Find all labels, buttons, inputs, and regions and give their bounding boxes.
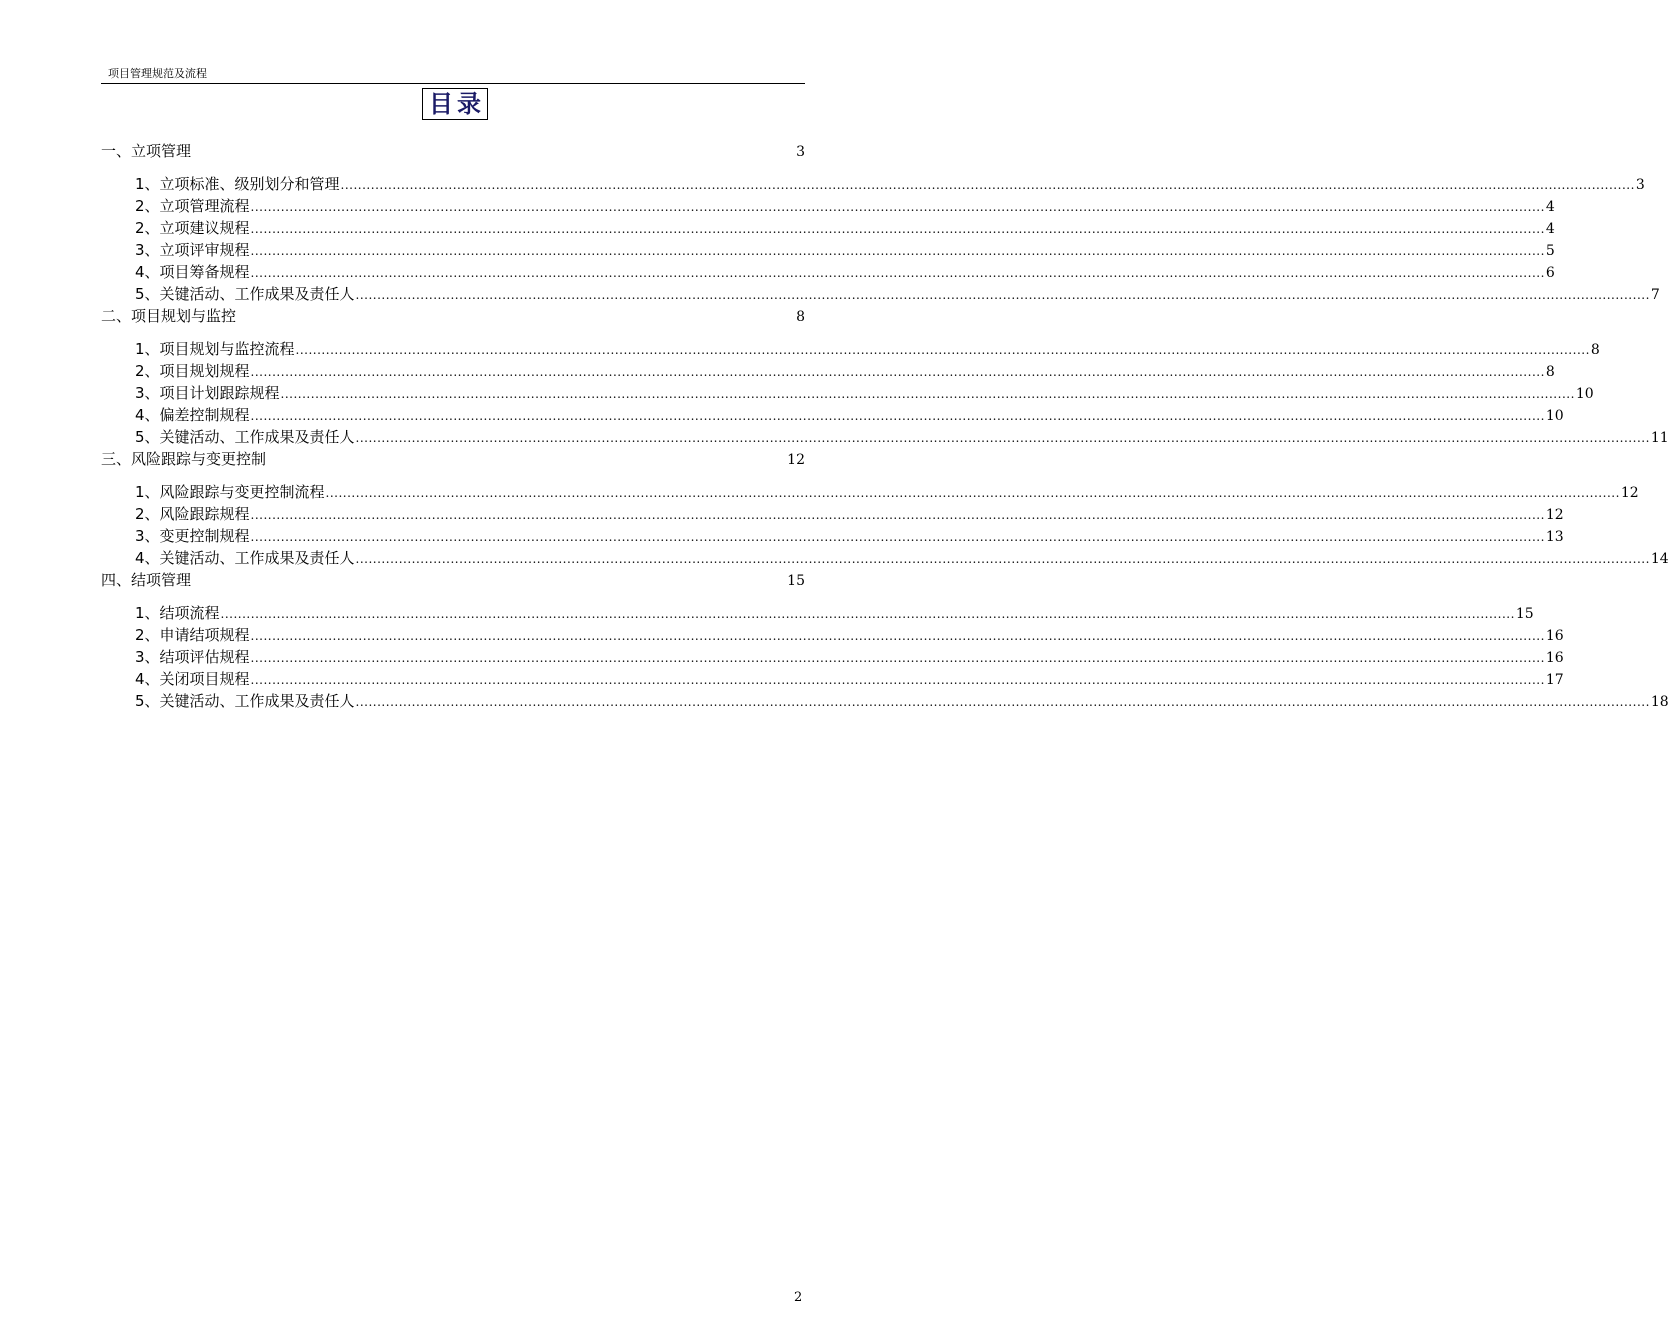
toc-section-label: 二、项目规划与监控 (101, 307, 237, 325)
toc-item-page: 13 (1545, 529, 1564, 545)
toc-item-page: 8 (1545, 364, 1555, 380)
toc-item-list (101, 173, 1660, 305)
toc-dot-leader: ............................................................................................................................................................................................................................................................................................................ (220, 607, 1515, 621)
toc-item[interactable] (101, 547, 1669, 569)
toc-dot-leader: ............................................................................................................................................................................................................................................................................................................ (250, 673, 1545, 687)
toc-section-page: 3 (796, 144, 805, 160)
toc-item-label: 2、风险跟踪规程 (135, 505, 250, 523)
toc-dot-leader: ............................................................................................................................................................................................................................................................................................................ (250, 651, 1545, 665)
toc-item[interactable] (101, 338, 1600, 360)
toc-item-label: 5、关键活动、工作成果及责任人 (135, 428, 355, 446)
toc-dot-leader: ............................................................................................................................................................................................................................................................................................................ (355, 695, 1650, 709)
toc-item-label: 3、变更控制规程 (135, 527, 250, 545)
toc-section-page: 8 (796, 309, 805, 325)
toc-section (101, 569, 1669, 712)
toc-item[interactable] (101, 602, 1534, 624)
page-header (101, 66, 805, 84)
toc-dot-leader: ............................................................................................................................................................................................................................................................................................................ (325, 486, 1620, 500)
toc-section-heading[interactable] (101, 305, 805, 327)
toc-item-page: 10 (1575, 386, 1594, 402)
toc-dot-leader: ............................................................................................................................................................................................................................................................................................................ (250, 508, 1545, 522)
toc-dot-leader: ............................................................................................................................................................................................................................................................................................................ (250, 244, 1545, 258)
toc-item-page: 3 (1635, 177, 1645, 193)
toc-section-page: 12 (787, 452, 805, 468)
page-number: 2 (794, 1290, 803, 1305)
toc-item[interactable] (101, 690, 1669, 712)
toc-item-label: 1、风险跟踪与变更控制流程 (135, 483, 325, 501)
toc-item[interactable] (101, 239, 1555, 261)
toc-item-label: 2、立项管理流程 (135, 197, 250, 215)
toc-dot-leader: ............................................................................................................................................................................................................................................................................................................ (355, 431, 1650, 445)
toc-item-page: 16 (1545, 650, 1564, 666)
toc-item[interactable] (101, 217, 1555, 239)
toc-item-page: 11 (1650, 430, 1669, 446)
toc-item-list (101, 602, 1669, 712)
toc-item-page: 4 (1545, 199, 1555, 215)
toc-item-page: 12 (1545, 507, 1564, 523)
toc-section-page: 15 (787, 573, 805, 589)
toc-dot-leader: ............................................................................................................................................................................................................................................................................................................ (250, 530, 1545, 544)
toc-item-label: 4、关闭项目规程 (135, 670, 250, 688)
toc-section (101, 305, 1669, 448)
toc-item-page: 8 (1590, 342, 1600, 358)
toc-item[interactable] (101, 195, 1555, 217)
toc-section (101, 140, 1660, 305)
toc-item[interactable] (101, 646, 1564, 668)
toc-title: 目录 (429, 90, 485, 118)
toc-item-page: 12 (1620, 485, 1639, 501)
toc-item-label: 4、项目筹备规程 (135, 263, 250, 281)
toc-item[interactable] (101, 426, 1669, 448)
toc-dot-leader: ............................................................................................................................................................................................................................................................................................................ (250, 409, 1545, 423)
toc-dot-leader: ............................................................................................................................................................................................................................................................................................................ (250, 365, 1545, 379)
toc-section-heading[interactable] (101, 448, 805, 470)
toc-item-label: 2、项目规划规程 (135, 362, 250, 380)
toc-item-page: 15 (1515, 606, 1534, 622)
toc-item[interactable] (101, 668, 1564, 690)
toc-item[interactable] (101, 503, 1564, 525)
toc-item[interactable] (101, 481, 1639, 503)
toc-item-label: 3、结项评估规程 (135, 648, 250, 666)
toc-item-page: 16 (1545, 628, 1564, 644)
toc-item-label: 1、项目规划与监控流程 (135, 340, 295, 358)
toc-item-label: 4、偏差控制规程 (135, 406, 250, 424)
toc-item-label: 4、关键活动、工作成果及责任人 (135, 549, 355, 567)
toc-item-page: 14 (1650, 551, 1669, 567)
toc-item[interactable] (101, 283, 1660, 305)
toc-item[interactable] (101, 525, 1564, 547)
toc-item-page: 6 (1545, 265, 1555, 281)
toc-item-list (101, 338, 1669, 448)
toc-item-page: 7 (1650, 287, 1660, 303)
toc-item-page: 5 (1545, 243, 1555, 259)
toc-dot-leader: ............................................................................................................................................................................................................................................................................................................ (250, 222, 1545, 236)
toc-item-label: 1、立项标准、级别划分和管理 (135, 175, 340, 193)
toc-item-label: 1、结项流程 (135, 604, 220, 622)
toc-item[interactable] (101, 624, 1564, 646)
toc-item-list (101, 481, 1669, 569)
toc-dot-leader: ............................................................................................................................................................................................................................................................................................................ (280, 387, 1575, 401)
toc-dot-leader: ............................................................................................................................................................................................................................................................................................................ (250, 266, 1545, 280)
toc-item-page: 17 (1545, 672, 1564, 688)
table-of-contents (101, 140, 1669, 712)
toc-item[interactable] (101, 261, 1555, 283)
toc-dot-leader: ............................................................................................................................................................................................................................................................................................................ (355, 288, 1650, 302)
toc-section-label: 四、结项管理 (101, 571, 192, 589)
toc-section-label: 三、风险跟踪与变更控制 (101, 450, 267, 468)
toc-item[interactable] (101, 173, 1645, 195)
toc-item-label: 3、立项评审规程 (135, 241, 250, 259)
toc-title-box (422, 88, 488, 120)
toc-section-heading[interactable] (101, 569, 805, 591)
toc-item-label: 3、项目计划跟踪规程 (135, 384, 280, 402)
toc-item-label: 2、申请结项规程 (135, 626, 250, 644)
toc-dot-leader: ............................................................................................................................................................................................................................................................................................................ (295, 343, 1590, 357)
toc-item-label: 5、关键活动、工作成果及责任人 (135, 692, 355, 710)
toc-dot-leader: ............................................................................................................................................................................................................................................................................................................ (340, 178, 1635, 192)
toc-dot-leader: ............................................................................................................................................................................................................................................................................................................ (355, 552, 1650, 566)
toc-dot-leader: ............................................................................................................................................................................................................................................................................................................ (250, 629, 1545, 643)
toc-section (101, 448, 1669, 569)
toc-item-label: 5、关键活动、工作成果及责任人 (135, 285, 355, 303)
toc-item[interactable] (101, 404, 1564, 426)
toc-item-page: 4 (1545, 221, 1555, 237)
header-title: 项目管理规范及流程 (108, 67, 207, 80)
toc-section-label: 一、立项管理 (101, 142, 192, 160)
toc-dot-leader: ............................................................................................................................................................................................................................................................................................................ (250, 200, 1545, 214)
toc-item[interactable] (101, 382, 1594, 404)
toc-item-label: 2、立项建议规程 (135, 219, 250, 237)
toc-item[interactable] (101, 360, 1555, 382)
toc-item-page: 18 (1650, 694, 1669, 710)
toc-item-page: 10 (1545, 408, 1564, 424)
toc-section-heading[interactable] (101, 140, 805, 162)
